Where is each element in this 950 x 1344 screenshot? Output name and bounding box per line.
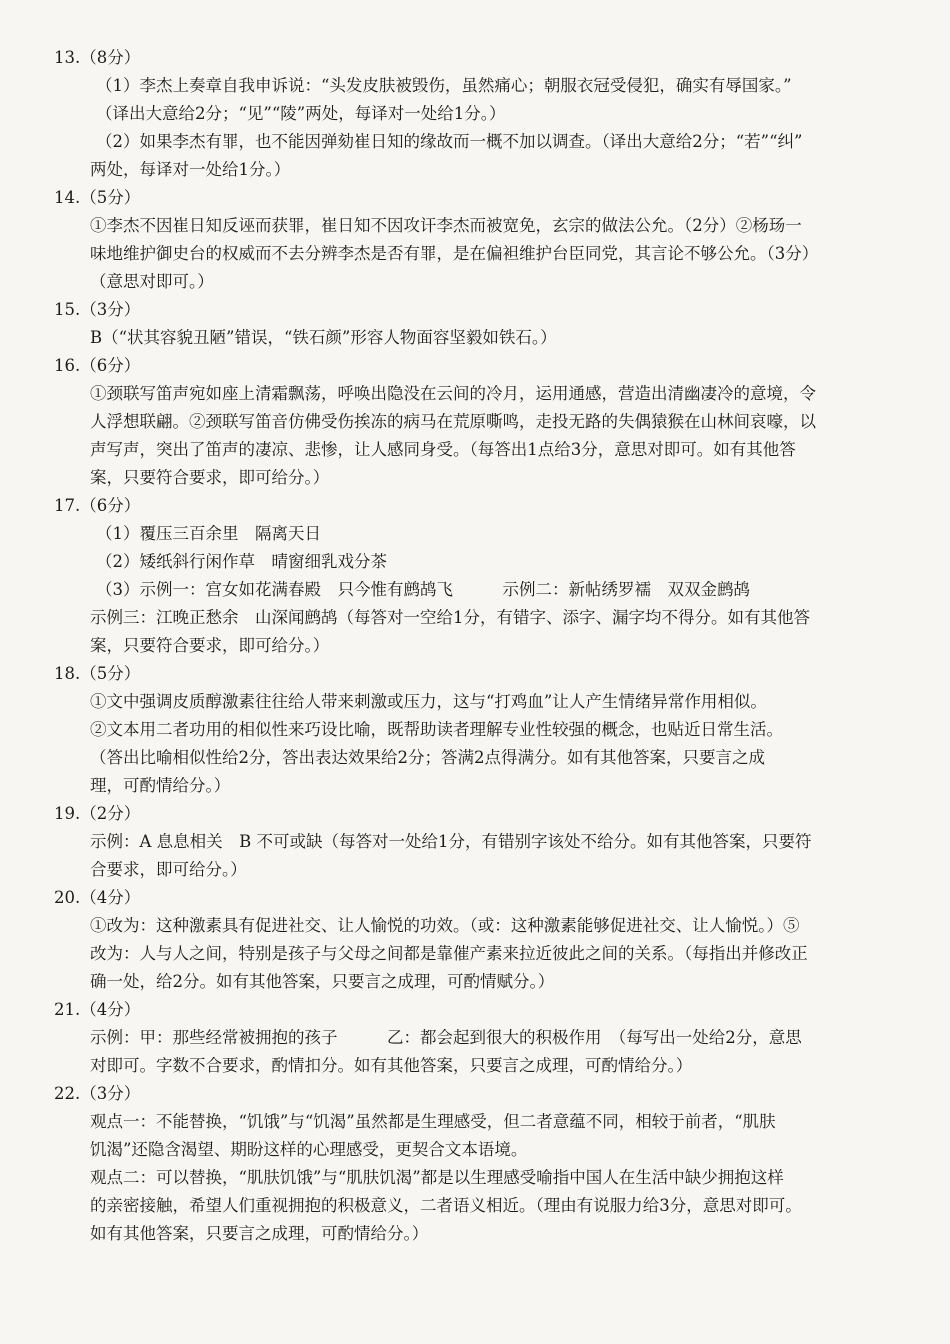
answer-line: ①颈联写笛声宛如座上清霜飘荡，呼唤出隐没在云间的冷月，运用通感，营造出清幽凄冷的意境，令 xyxy=(90,384,816,403)
question-21 xyxy=(54,996,916,1080)
answer-line: （答出比喻相似性给2分，答出表达效果给2分；答满2点得满分。如有其他答案，只要言之成 xyxy=(90,748,765,767)
question-14 xyxy=(54,184,916,296)
answer-line: （1）李杰上奏章自我申诉说：“头发皮肤被毁伤，虽然痛心；朝服衣冠受侵犯，确实有辱国家。” xyxy=(96,76,792,95)
answer-line: 饥渴”还隐含渴望、期盼这样的心理感受，更契合文本语境。 xyxy=(90,1140,528,1159)
answer-line: 声写声，突出了笛声的凄凉、悲惨，让人感同身受。（每答出1点给3分，意思对即可。如有其他答 xyxy=(90,440,796,459)
question-heading: 16.（6分） xyxy=(54,356,141,375)
question-heading: 17.（6分） xyxy=(54,496,141,515)
question-heading: 14.（5分） xyxy=(54,188,141,207)
answer-line: （意思对即可。） xyxy=(90,272,214,291)
question-16 xyxy=(54,352,916,492)
question-heading: 15.（3分） xyxy=(54,300,141,319)
answer-line: ①改为：这种激素具有促进社交、让人愉悦的功效。（或：这种激素能够促进社交、让人愉悦。）⑤ xyxy=(90,916,800,935)
answer-line: 如有其他答案，只要言之成理，可酌情给分。） xyxy=(90,1224,429,1243)
answer-line: （译出大意给2分；“见”“陵”两处，每译对一处给1分。） xyxy=(96,104,506,123)
question-heading: 13.（8分） xyxy=(54,48,141,67)
answer-line: 人浮想联翩。②颈联写笛音仿佛受伤挨冻的病马在荒原嘶鸣，走投无路的失偶猿猴在山林间哀嚎，以 xyxy=(90,412,816,431)
answer-line: 合要求，即可给分。） xyxy=(90,860,247,879)
question-heading: 19.（2分） xyxy=(54,804,141,823)
answer-line: B（“状其容貌丑陋”错误，“铁石颜”形容人物面容坚毅如铁石。） xyxy=(90,328,557,347)
answer-line: 案，只要符合要求，即可给分。） xyxy=(90,636,330,655)
question-heading: 20.（4分） xyxy=(54,888,141,907)
question-heading: 18.（5分） xyxy=(54,664,141,683)
answer-line: ①文中强调皮质醇激素往往给人带来刺激或压力，这与“打鸡血”让人产生情绪异常作用相似。 xyxy=(90,692,767,711)
answer-line: 观点二：可以替换，“肌肤饥饿”与“肌肤饥渴”都是以生理感受喻指中国人在生活中缺少拥抱这样 xyxy=(90,1168,784,1187)
answer-line: 味地维护御史台的权威而不去分辨李杰是否有罪，是在偏袒维护台臣同党，其言论不够公允。（3分） xyxy=(90,244,819,263)
answer-line: 对即可。字数不合要求，酌情扣分。如有其他答案，只要言之成理，可酌情给分。） xyxy=(90,1056,693,1075)
answer-line: （3）示例一：宫女如花满春殿 只今惟有鹧鸪飞 示例二：新帖绣罗襦 双双金鹧鸪 xyxy=(96,580,750,599)
question-18 xyxy=(54,660,916,800)
answer-line: ②文本用二者功用的相似性来巧设比喻，既帮助读者理解专业性较强的概念，也贴近日常生活。 xyxy=(90,720,783,739)
answer-line: 示例：甲：那些经常被拥抱的孩子 乙：都会起到很大的积极作用 （每写出一处给2分，意思 xyxy=(90,1028,802,1047)
answer-line: 的亲密接触，希望人们重视拥抱的积极意义，二者语义相近。（理由有说服力给3分，意思对即可。 xyxy=(90,1196,802,1215)
answer-line: 示例三：江晚正愁余 山深闻鹧鸪（每答对一空给1分，有错字、添字、漏字均不得分。如有其他答 xyxy=(90,608,810,627)
answer-line: 案，只要符合要求，即可给分。） xyxy=(90,468,330,487)
question-15 xyxy=(54,296,916,352)
question-22 xyxy=(54,1080,916,1248)
question-20 xyxy=(54,884,916,996)
question-heading: 21.（4分） xyxy=(54,1000,141,1019)
answer-line: 两处，每译对一处给1分。） xyxy=(90,160,291,179)
answer-line: （2）如果李杰有罪，也不能因弹劾崔日知的缘故而一概不加以调查。（译出大意给2分；“若”“纠” xyxy=(96,132,803,151)
answer-line: 理，可酌情给分。） xyxy=(90,776,231,795)
answer-line: 确一处，给2分。如有其他答案，只要言之成理，可酌情赋分。） xyxy=(90,972,555,991)
question-17 xyxy=(54,492,916,660)
question-13 xyxy=(54,44,916,184)
answer-line: 示例：A 息息相关 B 不可或缺（每答对一处给1分，有错别字该处不给分。如有其他答案，只要符 xyxy=(90,832,812,851)
answer-line: （2）矮纸斜行闲作草 晴窗细乳戏分茶 xyxy=(96,552,387,571)
question-19 xyxy=(54,800,916,884)
answer-line: 观点一：不能替换，“饥饿”与“饥渴”虽然都是生理感受，但二者意蕴不同，相较于前者，“肌肤 xyxy=(90,1112,776,1131)
answer-line: （1）覆压三百余里 隔离天日 xyxy=(96,524,321,543)
answer-line: ①李杰不因崔日知反诬而获罪，崔日知不因攻讦李杰而被宽免，玄宗的做法公允。（2分）②杨玚一 xyxy=(90,216,802,235)
answer-line: 改为：人与人之间，特别是孩子与父母之间都是靠催产素来拉近彼此之间的关系。（每指出并修改正 xyxy=(90,944,808,963)
question-heading: 22.（3分） xyxy=(54,1084,141,1103)
